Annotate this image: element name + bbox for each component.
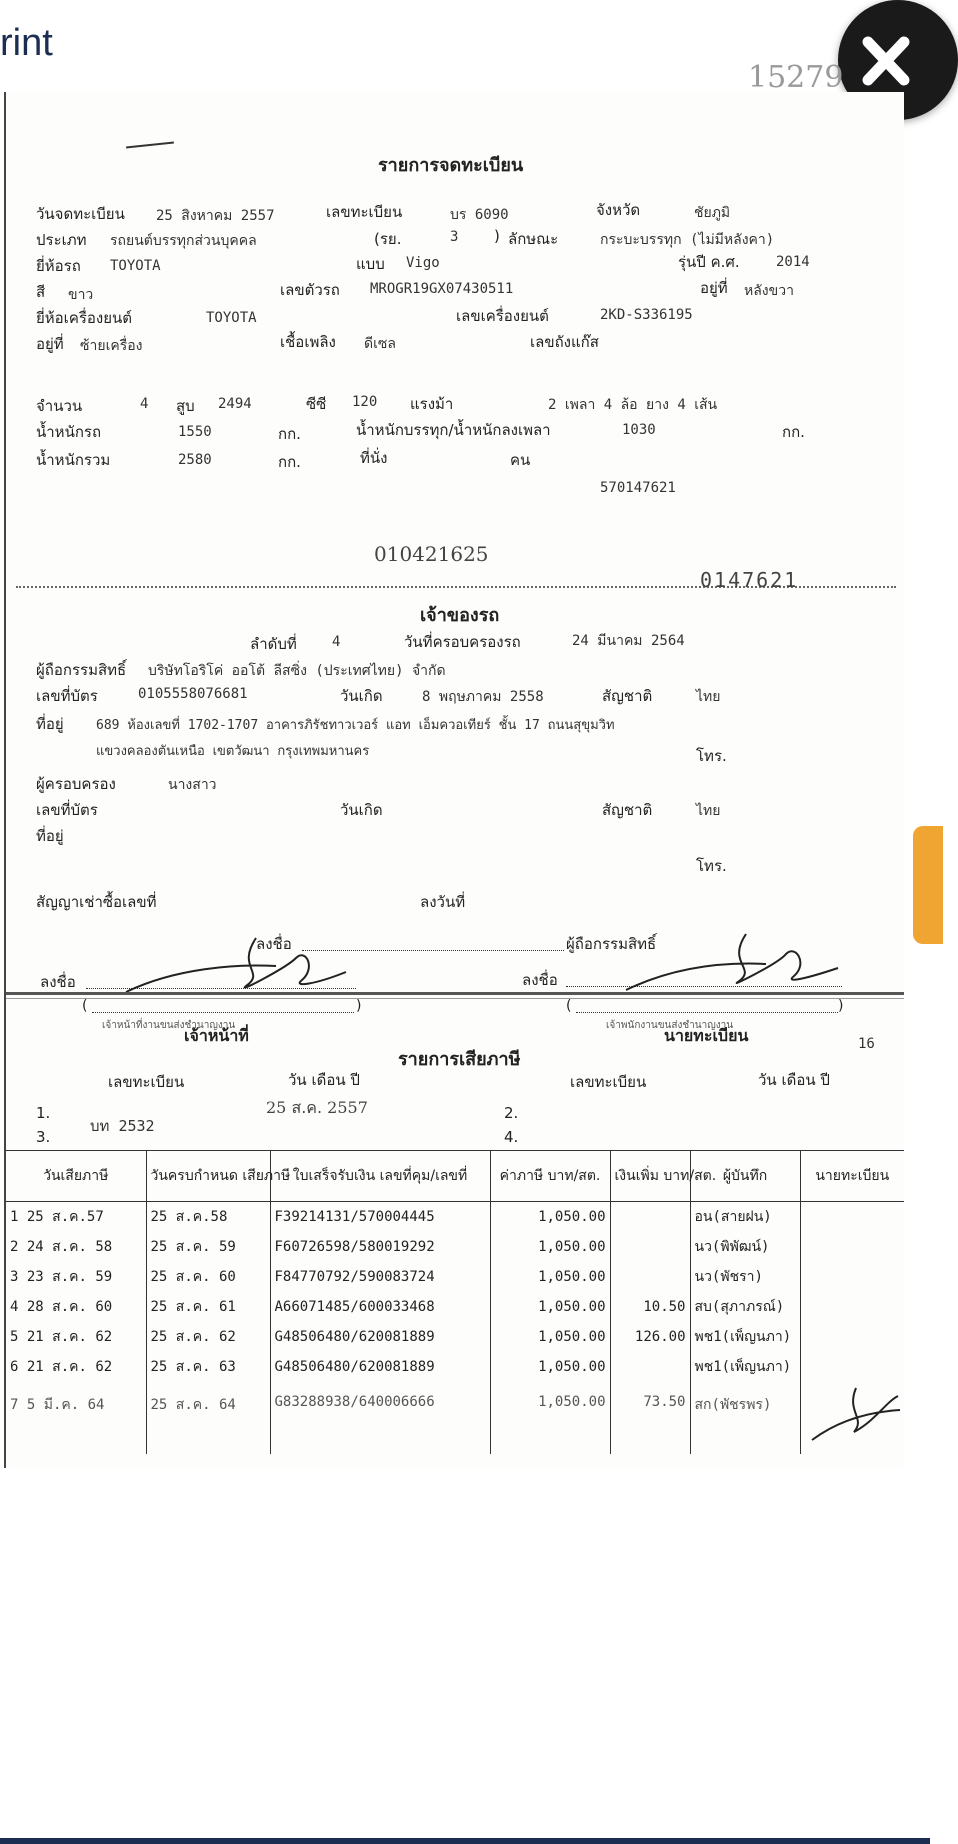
table-cell: F84770792/590083724 xyxy=(270,1262,490,1292)
model-value: Vigo xyxy=(406,255,440,271)
nat-label: สัญชาติ xyxy=(602,687,653,705)
tax-payment-table xyxy=(6,1150,904,1454)
tax-date-col: วัน เดือน ปี xyxy=(288,1071,360,1089)
sign-label-holder: ลงชื่อ xyxy=(256,935,292,953)
table-cell: นว(พัชรา) xyxy=(690,1262,800,1292)
table-cell: อน(สายฝน) xyxy=(690,1202,800,1233)
table-cell: พช1(เพ็ญนภา) xyxy=(690,1322,800,1352)
engine-loc-value: ซ้ายเครื่อง xyxy=(80,338,143,354)
table-cell: 25 ส.ค. 62 xyxy=(146,1322,270,1352)
reference-number: 570147621 xyxy=(600,480,676,496)
order-label: ลำดับที่ xyxy=(250,635,297,653)
nat2-label: สัญชาติ xyxy=(602,801,653,819)
fuel-label: เชื้อเพลิง xyxy=(280,333,336,351)
tax-row1-no: 1. xyxy=(36,1104,51,1122)
fuel-value: ดีเซล xyxy=(364,336,396,352)
table-cell: 1 25 ส.ค.57 xyxy=(10,1209,104,1225)
signature-left xyxy=(116,928,376,1008)
tax-title: รายการเสียภาษี xyxy=(398,1049,521,1070)
table-cell: 25 ส.ค. 61 xyxy=(146,1292,270,1322)
order-value: 4 xyxy=(332,634,341,650)
registration-title: รายการจดทะเบียน xyxy=(378,155,524,176)
table-cell: 25 ส.ค. 60 xyxy=(146,1262,270,1292)
id-label: เลขที่บัตร xyxy=(36,687,98,705)
table-cell: 4 28 ส.ค. 60 xyxy=(10,1299,113,1315)
signature-right xyxy=(616,922,856,1002)
handwritten-number: 010421625 xyxy=(374,542,489,566)
color-value: ขาว xyxy=(68,287,94,303)
tel2-label: โทร. xyxy=(696,857,727,875)
table-cell: พช1(เพ็ญนภา) xyxy=(690,1352,800,1382)
engine-no-label: เลขเครื่องยนต์ xyxy=(456,307,549,325)
holder-label: ผู้ถือกรรมสิทธิ์ xyxy=(36,661,127,679)
table-cell: 126.00 xyxy=(610,1322,690,1352)
table-cell: 1,050.00 xyxy=(490,1352,610,1382)
sign-label-left: ลงชื่อ xyxy=(40,973,76,991)
table-cell: A66071485/600033468 xyxy=(270,1292,490,1322)
table-cell: สบ(สุภาภรณ์) xyxy=(690,1292,800,1322)
table-row xyxy=(6,1262,904,1292)
year-value: 2014 xyxy=(776,254,810,270)
tax-table-header xyxy=(6,1151,904,1202)
table-cell: 1,050.00 xyxy=(490,1202,610,1233)
tax-row1-plate: บท 2532 xyxy=(90,1117,155,1135)
engine-brand-value: TOYOTA xyxy=(206,310,257,326)
rs-label: (รย. xyxy=(374,230,402,248)
kg-unit-2: กก. xyxy=(782,423,805,441)
print-title: rint xyxy=(0,22,53,64)
cyl-value: 2494 xyxy=(218,396,252,412)
contract-label: สัญญาเช่าซื้อเลขที่ xyxy=(36,893,157,911)
table-row xyxy=(6,1232,904,1262)
engine-no-value: 2KD-S336195 xyxy=(600,307,693,323)
tax-col-header: ใบเสร็จรับเงิน เลขที่คุม/เลขที่ xyxy=(270,1151,490,1202)
section-divider-thin xyxy=(6,998,904,999)
table-cell: 1,050.00 xyxy=(490,1292,610,1322)
hp-label: แรงม้า xyxy=(410,395,454,413)
holder-sign-label: ผู้ถือกรรมสิทธิ์ xyxy=(566,935,657,953)
seat-unit: คน xyxy=(510,451,531,469)
scan-mark xyxy=(126,141,174,148)
table-row xyxy=(6,1352,904,1382)
tax-col-header: วันครบกำหนด เสียภาษี xyxy=(146,1151,270,1202)
table-cell: นว(พิพัฒน์) xyxy=(690,1232,800,1262)
table-cell xyxy=(610,1232,690,1262)
count-label: จำนวน xyxy=(36,397,83,415)
signed-date-label: ลงวันที่ xyxy=(420,893,466,911)
cc-value: 120 xyxy=(352,394,378,410)
chassis-value: MROGR19GX07430511 xyxy=(370,281,514,297)
table-cell: 1,050.00 xyxy=(490,1322,610,1352)
weight-label: น้ำหนักรถ xyxy=(36,423,102,441)
chassis-loc-value: หลังขวา xyxy=(744,283,794,299)
side-tab-handle[interactable] xyxy=(913,826,943,944)
addr2-label: ที่อยู่ xyxy=(36,827,64,845)
table-cell xyxy=(800,1352,904,1382)
year-label: รุ่นปี ค.ศ. xyxy=(678,253,740,271)
table-cell: 2 24 ส.ค. 58 xyxy=(10,1239,113,1255)
id2-label: เลขที่บัตร xyxy=(36,801,98,819)
kg-unit-1: กก. xyxy=(278,425,301,443)
bottom-bar xyxy=(0,1838,930,1844)
vehicle-registration-document: 15279 รายการจดทะเบียน วันจดทะเบียน 25 สิงหาคม 2557 เลขทะเบียน บร 6090 จังหวัด ชัยภูมิ ประเภท รถยนต์บรรทุกส่วนบุคคล (รย. 3 ) ลักษณะ กระบะบรรทุก (ไม่มีหลังคา) ยี่ห้อรถ TOYOTA แบบ Vigo รุ่นปี ค.ศ. 2014 สี ขาว เลขตัวรถ MROGR19GX07430511 อยู่ที่ หลังขวา ยี่ห้อเครื่องยนต์ TOYOTA เลขเครื่องยนต์ 2KD-S336195 อยู่ที่ ซ้ายเครื่อง เชื้อเพลิง ดีเซล เลขถังแก๊ส จำนวน 4 สูบ 2494 ซีซี 120 แรงม้า 2 เพลา 4 ล้อ ยาง 4 เส้น น้ำหนักรถ 1550 กก. น้ำหนักบรรทุก/น้ำหนักลงเพลา 1030 กก. น้ำหนักรวม 2580 กก. ที่นั่ง คน 570147621 010421625 0147621 เจ้าของรถ ลำดับที่ 4 วันที่ครอบครองรถ 24 มีนาคม 2564 ผู้ถือกรรมสิทธิ์ บริษัทโอริโค่ ออโต้ ลีสซิ่ง (ประเทศไทย) จำกัด เลขที่บัตร 0105558076681 วันเกิด 8 พฤษภาคม 2558 สัญชาติ ไทย ที่อยู่ 689 ห้องเลขที่ 1702-1707 อาคารภิรัชทาวเวอร์ แอท เอ็มควอเทียร์ ชั้น 17 ถนนสุขุมวิท แขวงคลองตันเหนือ เขตวัฒนา กรุงเทพมหานคร โทร. ผู้ครอบครอง นางสาว เลขที่บัตร วันเกิด สัญชาติ ไทย ที่อยู่ โทร. สัญญาเช่าซื้อเลขที่ ลงวันที่ ลงชื่อ ผู้ถือกรรมสิทธิ์ ลงชื่อ ลงชื่อ ( ) ( ) เจ้าหน้าที่งานขนส่งชำนาญงาน เจ้าพนักงานขนส่งชำนาญงาน เจ้าหน้าที่ นายทะเบียน 16 รายการเสียภาษี เลขทะเบียน วัน เดือน ปี เลขทะเบียน วัน เดือน ปี 1. บท 2532 25 ส.ค. 2557 2. 3. 4. วันเสียภาษี วันครบกำหนด เสียภาษี ใบเสร็จรับเงิน เลขที่คุม/เลขที่ ค่าภาษี บาท/สต. เงินเพิ่ม บาท/สต. ผู้บันทึก นายทะเบียน 1 25 ส.ค.57 25 ส.ค.58 F39214131/570004445 1,050.00 อน(สายฝน) 2 24 ส.ค. 58 25 ส.ค. 59 F60726598/580019292 1,050.00 นว(พิพัฒน์) 3 23 ส.ค. 59 25 ส.ค. 60 F84770792/590083724 1,050.00 นว(พัชรา) 4 28 ส.ค. 60 25 ส.ค. 61 A66071485/600033468 1,050.00 10.50 สบ(สุภาภรณ์) 5 21 ส.ค. 62 25 ส.ค. 62 G48506480/620081889 1,050.00 126.00 พช1(เพ็ญนภา) 6 21 ส.ค. 62 25 ส.ค. 63 G48506480/620081889 1,050.00 พช1(เพ็ญนภา) 7 5 มี.ค. 64 25 ส.ค. 64 G83288938/640006666 1,050.00 73.50 สก(พัชรพร) xyxy=(4,92,904,1468)
table-cell: 25 ส.ค.58 xyxy=(146,1202,270,1233)
officer-name-dots-right xyxy=(576,1012,838,1013)
table-cell xyxy=(800,1292,904,1322)
table-cell: 1,050.00 xyxy=(490,1262,610,1292)
gross-value: 2580 xyxy=(178,452,212,468)
table-cell: 5 21 ส.ค. 62 xyxy=(10,1329,113,1345)
table-cell: 1,050.00 xyxy=(490,1382,610,1454)
tel-label: โทร. xyxy=(696,747,727,765)
tax-plate-col-2: เลขทะเบียน xyxy=(570,1073,647,1091)
province-label: จังหวัด xyxy=(596,201,641,219)
tax-col-header: นายทะเบียน xyxy=(800,1151,904,1202)
table-cell xyxy=(610,1202,690,1233)
addr-line-2: แขวงคลองตันเหนือ เขตวัฒนา กรุงเทพมหานคร xyxy=(96,744,370,759)
rs-close: ) xyxy=(494,227,500,245)
dob-value: 8 พฤษภาคม 2558 xyxy=(422,689,544,705)
table-cell: 25 ส.ค. 59 xyxy=(146,1232,270,1262)
cc-label: ซีซี xyxy=(306,395,327,413)
officer-title-right: นายทะเบียน xyxy=(664,1026,749,1045)
page-number: 16 xyxy=(858,1036,875,1052)
load-value: 1030 xyxy=(622,422,656,438)
gross-label: น้ำหนักรวม xyxy=(36,451,111,469)
table-cell: 25 ส.ค. 64 xyxy=(146,1382,270,1454)
kg-unit-3: กก. xyxy=(278,453,301,471)
tax-col-header: วันเสียภาษี xyxy=(6,1151,146,1202)
table-cell xyxy=(800,1202,904,1233)
table-row xyxy=(6,1322,904,1352)
weight-value: 1550 xyxy=(178,424,212,440)
table-row xyxy=(6,1292,904,1322)
tax-row3-no: 3. xyxy=(36,1128,51,1146)
tax-date-col-2: วัน เดือน ปี xyxy=(758,1071,830,1089)
load-label: น้ำหนักบรรทุก/น้ำหนักลงเพลา xyxy=(356,421,551,439)
char-value: กระบะบรรทุก (ไม่มีหลังคา) xyxy=(600,232,775,248)
tax-row1-date: 25 ส.ค. 2557 xyxy=(266,1098,368,1117)
gas-label: เลขถังแก๊ส xyxy=(530,333,599,351)
dob2-label: วันเกิด xyxy=(340,801,383,819)
plate-label: เลขทะเบียน xyxy=(326,203,403,221)
tax-col-header: เงินเพิ่ม บาท/สต. xyxy=(610,1151,690,1202)
table-cell: 6 21 ส.ค. 62 xyxy=(10,1359,113,1375)
table-cell: 3 23 ส.ค. 59 xyxy=(10,1269,113,1285)
char-label: ลักษณะ xyxy=(508,230,559,248)
nat-value: ไทย xyxy=(696,689,721,705)
id-value: 0105558076681 xyxy=(138,686,248,702)
sign-label-right: ลงชื่อ xyxy=(522,971,558,989)
engine-loc-label: อยู่ที่ xyxy=(36,335,64,353)
table-cell: สก(พัชรพร) xyxy=(690,1382,800,1454)
table-cell: 7 5 มี.ค. 64 xyxy=(10,1397,105,1413)
owner-title: เจ้าของรถ xyxy=(420,605,500,626)
table-cell: G83288938/640006666 xyxy=(270,1382,490,1454)
table-cell: 10.50 xyxy=(610,1292,690,1322)
table-cell xyxy=(800,1322,904,1352)
plate-value: บร 6090 xyxy=(450,207,509,223)
chassis-label: เลขตัวรถ xyxy=(280,281,340,299)
table-row xyxy=(6,1202,904,1233)
tax-plate-col: เลขทะเบียน xyxy=(108,1073,185,1091)
officer-name-dots-left xyxy=(92,1012,354,1013)
tax-col-header: ค่าภาษี บาท/สต. xyxy=(490,1151,610,1202)
table-cell: F60726598/580019292 xyxy=(270,1232,490,1262)
type-value: รถยนต์บรรทุกส่วนบุคคล xyxy=(110,233,257,249)
officer-title-left: เจ้าหน้าที่ xyxy=(184,1026,249,1045)
table-cell: G48506480/620081889 xyxy=(270,1352,490,1382)
possess-date: 24 มีนาคม 2564 xyxy=(572,633,685,649)
seat-label: ที่นั่ง xyxy=(360,449,388,467)
dob-label: วันเกิด xyxy=(340,687,383,705)
table-cell: 25 ส.ค. 63 xyxy=(146,1352,270,1382)
reg-date: 25 สิงหาคม 2557 xyxy=(156,208,275,224)
chassis-loc-label: อยู่ที่ xyxy=(700,279,728,297)
brand-value: TOYOTA xyxy=(110,258,161,274)
close-icon xyxy=(858,38,914,84)
table-row xyxy=(6,1382,904,1454)
occupant-label: ผู้ครอบครอง xyxy=(36,775,116,793)
addr-line-1: 689 ห้องเลขที่ 1702-1707 อาคารภิรัชทาวเวอร์ แอท เอ็มควอเทียร์ ชั้น 17 ถนนสุขุมวิท xyxy=(96,718,615,733)
cyl-label: สูบ xyxy=(176,397,195,415)
table-cell: F39214131/570004445 xyxy=(270,1202,490,1233)
axle-value: 2 เพลา 4 ล้อ ยาง 4 เส้น xyxy=(548,397,718,413)
occupant-value: นางสาว xyxy=(168,777,217,793)
province-value: ชัยภูมิ xyxy=(694,205,731,221)
holder-value: บริษัทโอริโค่ ออโต้ ลีสซิ่ง (ประเทศไทย) จำกัด xyxy=(148,663,446,679)
section-divider xyxy=(6,992,904,995)
addr-label: ที่อยู่ xyxy=(36,715,64,733)
brand-label: ยี่ห้อรถ xyxy=(36,257,81,275)
officer-sub-left: เจ้าหน้าที่งานขนส่งชำนาญงาน xyxy=(102,1020,236,1031)
rs-value: 3 xyxy=(450,229,459,245)
table-cell xyxy=(800,1232,904,1262)
stamped-number: 0147621 xyxy=(700,568,799,592)
officer-sub-right: เจ้าพนักงานขนส่งชำนาญงาน xyxy=(606,1020,734,1031)
model-label: แบบ xyxy=(356,255,385,273)
table-cell: 73.50 xyxy=(610,1382,690,1454)
color-label: สี xyxy=(36,283,46,301)
table-cell xyxy=(610,1352,690,1382)
count-value: 4 xyxy=(140,396,149,412)
table-cell xyxy=(800,1262,904,1292)
type-label: ประเภท xyxy=(36,231,87,249)
registrar-signature xyxy=(806,1382,906,1452)
tax-row2-no: 2. xyxy=(504,1104,519,1122)
engine-brand-label: ยี่ห้อเครื่องยนต์ xyxy=(36,309,133,327)
tax-col-header: ผู้บันทึก xyxy=(690,1151,800,1202)
table-cell: 1,050.00 xyxy=(490,1232,610,1262)
corner-handwritten-note: 15279 xyxy=(748,60,844,95)
table-cell: G48506480/620081889 xyxy=(270,1322,490,1352)
nat2-value: ไทย xyxy=(696,803,721,819)
tax-row4-no: 4. xyxy=(504,1128,519,1146)
possess-label: วันที่ครอบครองรถ xyxy=(404,633,521,651)
table-cell xyxy=(610,1262,690,1292)
reg-date-label: วันจดทะเบียน xyxy=(36,205,125,223)
